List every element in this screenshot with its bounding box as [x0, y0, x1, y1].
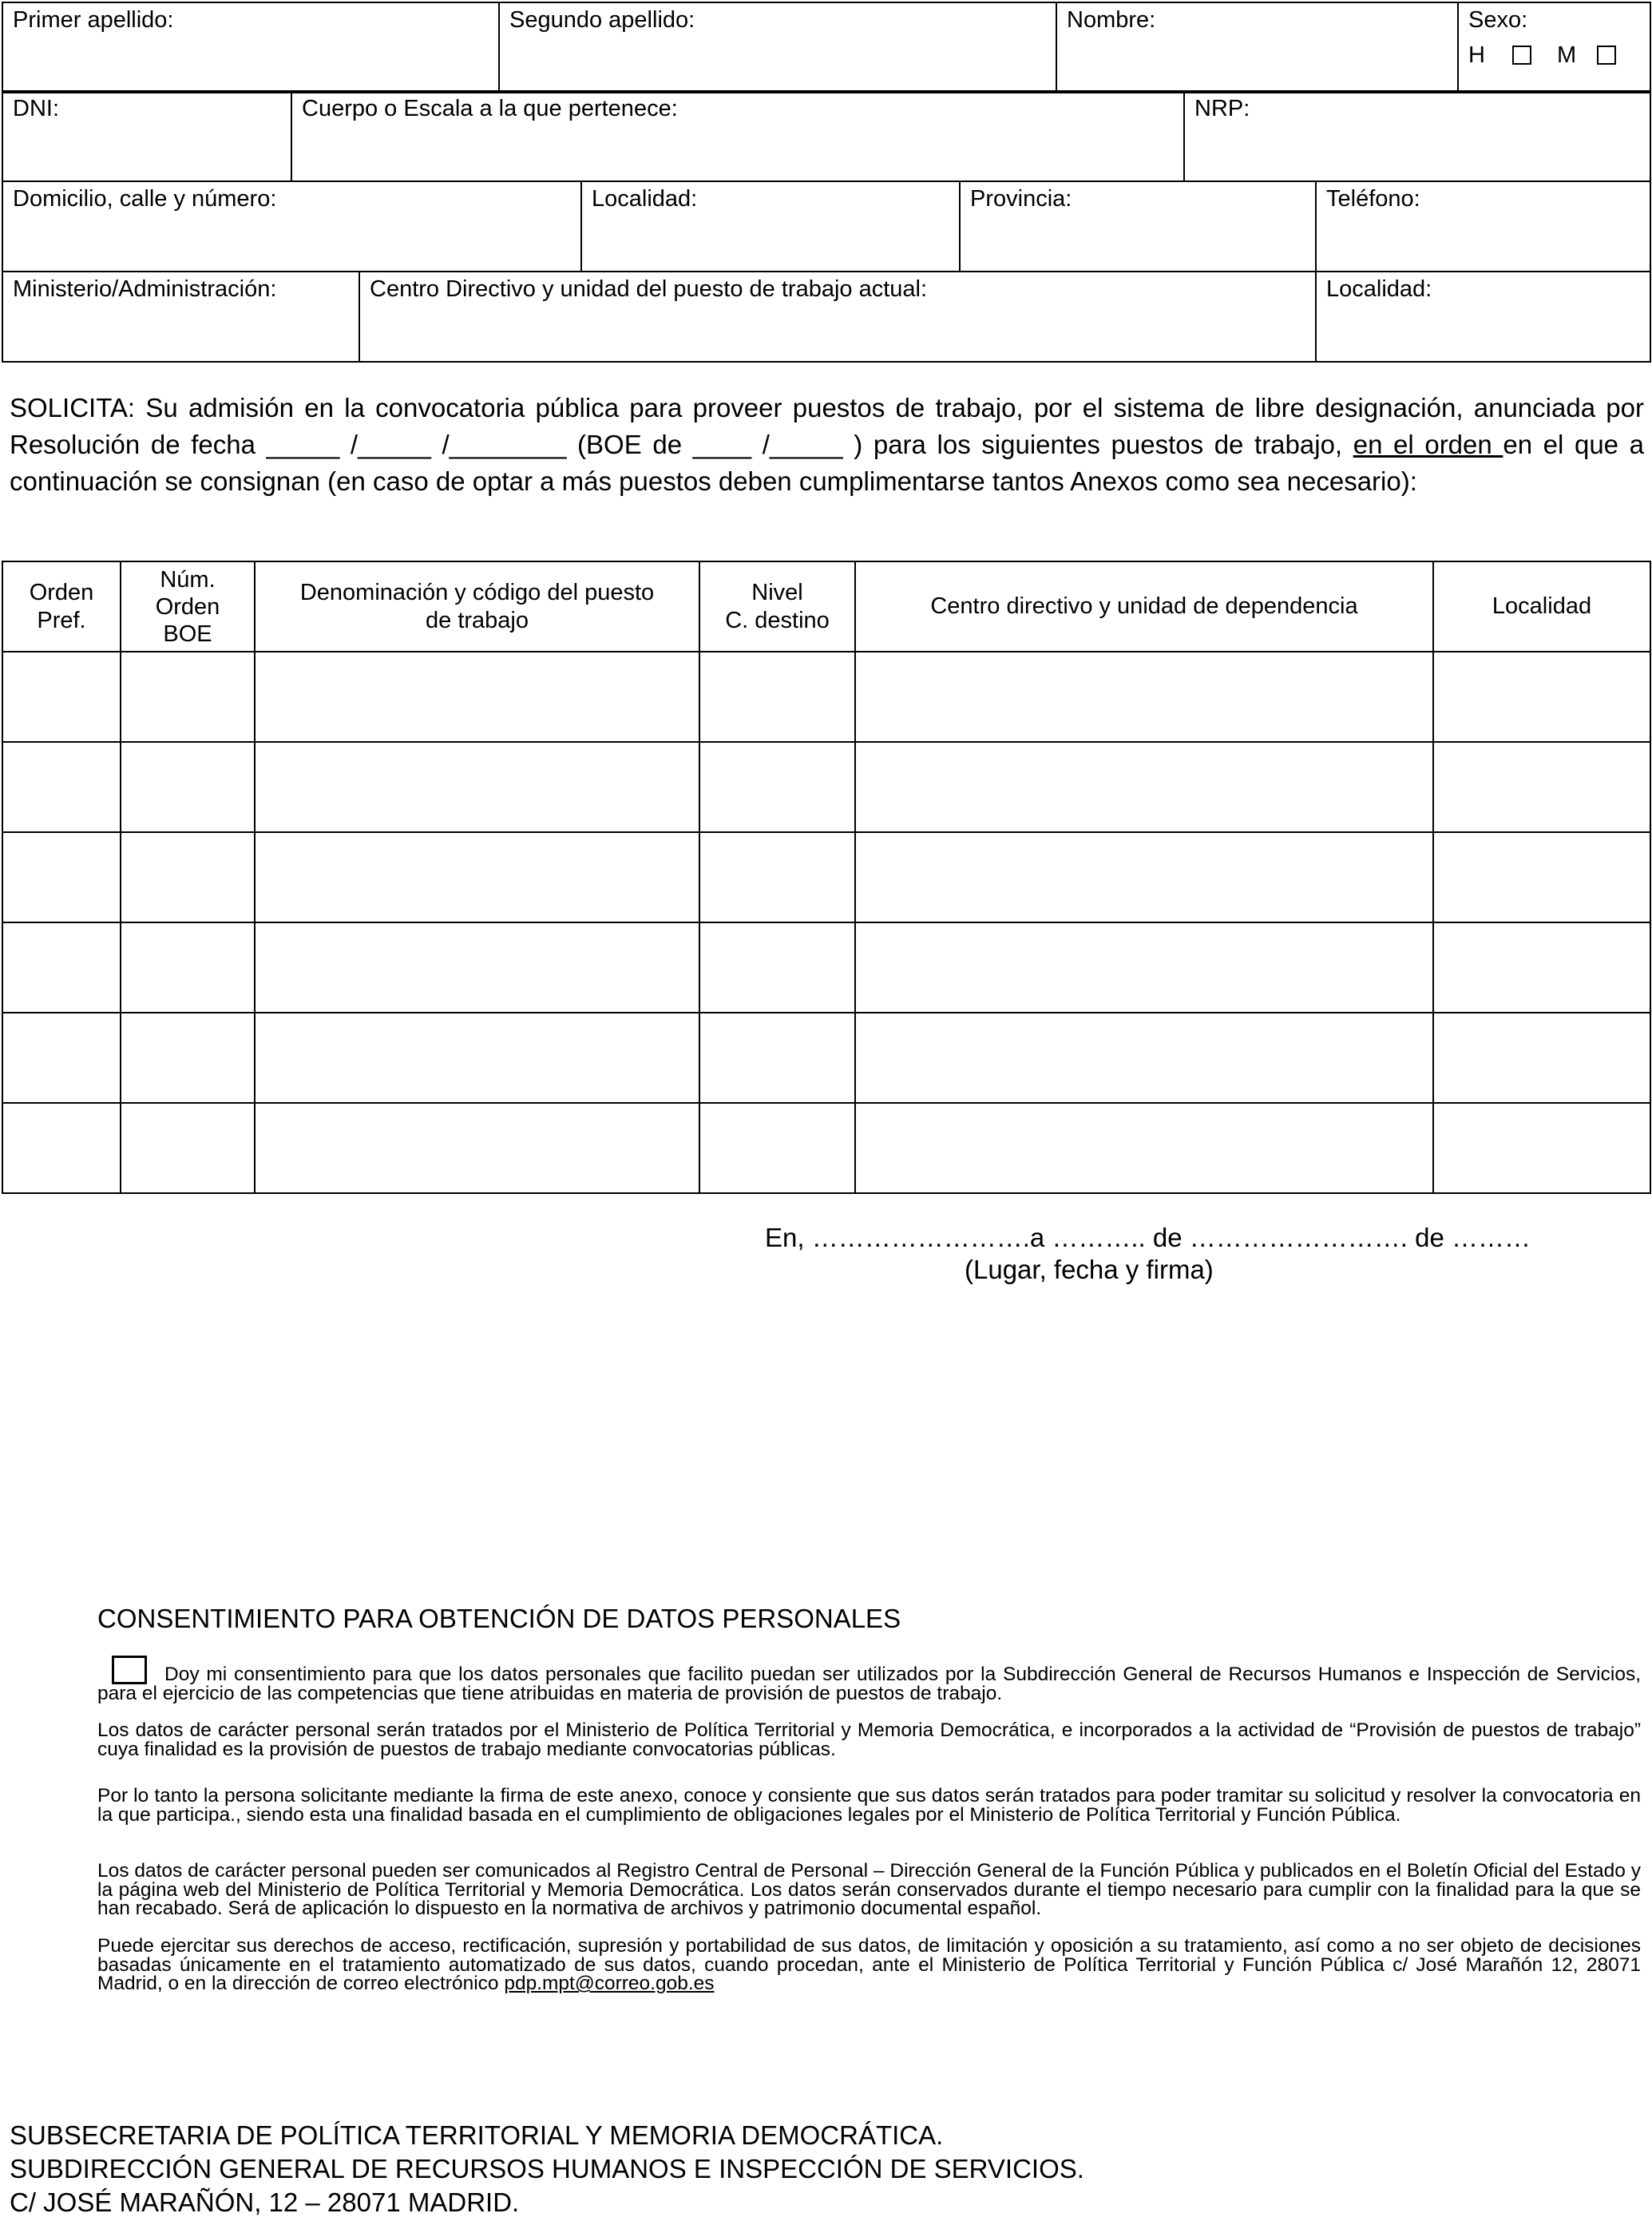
cell-num-orden-boe[interactable]: [121, 922, 255, 1013]
segundo-apellido-field[interactable]: [499, 2, 1056, 93]
email-link[interactable]: pdp.mpt@correo.gob.es: [504, 1973, 715, 1995]
cell-centro-directivo[interactable]: [855, 652, 1433, 742]
cell-centro-directivo[interactable]: [855, 1013, 1433, 1103]
cell-denominacion[interactable]: [255, 742, 699, 832]
cell-num-orden-boe[interactable]: [121, 742, 255, 832]
localidad-actual-label: Localidad:: [1326, 276, 1432, 302]
cell-denominacion[interactable]: [255, 922, 699, 1013]
table-row: [2, 832, 1650, 922]
footer-line-1: SUBSECRETARIA DE POLÍTICA TERRITORIAL Y MEMORIA DEMOCRÁTICA.: [10, 2120, 944, 2150]
cuerpo-escala-label: Cuerpo o Escala a la que pertenece:: [302, 96, 678, 121]
consent-title: CONSENTIMIENTO PARA OBTENCIÓN DE DATOS PERSONALES: [97, 1604, 901, 1633]
consent-paragraph-5-text: Puede ejercitar sus derechos de acceso, rectificación, supresión y portabilidad de sus datos, de limitación y oposición a su tratamiento, así como a no ser objeto de decisiones basadas únicamente en el tratamiento automatizado de sus datos, cuando procedan, ante el Ministerio de Política Territorial y Función Pública c/ José Marañón 12, 28071 Madrid, o en la dirección de correo electrónico: [97, 1935, 1641, 1995]
header-centro-directivo: Centro directivo y unidad de dependencia: [855, 561, 1433, 652]
consent-paragraph-1: Doy mi consentimiento para que los datos personales que facilito puedan ser utilizados por la Subdirección General de Recursos Humanos e Inspección de Servicios, para el ejercicio de las competencias que tiene atribuidas en materia de provisión de puestos de trabajo.: [97, 1664, 1641, 1704]
cell-centro-directivo[interactable]: [855, 742, 1433, 832]
cell-nivel[interactable]: [699, 652, 855, 742]
localidad-field[interactable]: [581, 181, 960, 272]
segundo-apellido-label: Segundo apellido:: [509, 7, 695, 33]
fecha-line[interactable]: En, …………………….a ……….. de ……………………. de ………: [765, 1223, 1531, 1252]
personal-row-3: [2, 180, 1651, 272]
centro-directivo-actual-field[interactable]: [359, 272, 1316, 362]
nombre-label: Nombre:: [1067, 7, 1156, 33]
cell-nivel[interactable]: [699, 1103, 855, 1193]
centro-directivo-actual-label: Centro Directivo y unidad del puesto de trabajo actual:: [370, 276, 928, 302]
table-row: [2, 922, 1650, 1013]
cell-centro-directivo[interactable]: [855, 1103, 1433, 1193]
personal-row-4: [2, 271, 1651, 363]
consent-paragraph-2: Los datos de carácter personal serán tratados por el Ministerio de Política Territorial y Memoria Democrática, e incorporados a la actividad de “Provisión de puestos de trabajo” cuya finalidad es la provisión de puestos de trabajo mediante convocatorias públicas.: [97, 1719, 1641, 1760]
consent-paragraph-3: Por lo tanto la persona solicitante mediante la firma de este anexo, conoce y consiente que sus datos serán tratados para poder tramitar su solicitud y resolver la convocatoria en la que participa., siendo esta una finalidad basada en el cumplimiento de obligaciones legales por el Ministerio de Política Territorial y Función Pública.: [97, 1785, 1641, 1826]
solicita-text-1: SOLICITA: Su admisión en la convocatoria pública para proveer puestos de trabajo, por el sistema de libre designación, anunciada por Resolución de fecha _____ /_____ /________ (BOE de ____ /_____ ) para los siguientes puestos de trabajo,: [10, 393, 1644, 459]
positions-header-row: [2, 561, 1650, 652]
primer-apellido-field[interactable]: [2, 2, 499, 93]
positions-table: [2, 561, 1651, 1194]
cell-denominacion[interactable]: [255, 1013, 699, 1103]
cell-denominacion[interactable]: [255, 832, 699, 922]
table-row: [2, 652, 1650, 742]
cell-denominacion[interactable]: [255, 1103, 699, 1193]
sexo-label: Sexo:: [1468, 7, 1528, 33]
header-localidad: Localidad: [1433, 561, 1650, 652]
header-denominacion: Denominación y código del puesto de trabajo: [255, 561, 699, 652]
cell-orden-pref[interactable]: [2, 922, 121, 1013]
nrp-field[interactable]: [1184, 91, 1650, 181]
header-nivel: Nivel C. destino: [699, 561, 855, 652]
cell-nivel[interactable]: [699, 922, 855, 1013]
consent-paragraph-4: Los datos de carácter personal pueden ser comunicados al Registro Central de Personal – Dirección General de la Función Pública y publicados en el Boletín Oficial del Estado y la página web del Ministerio de Política Territorial y Memoria Democrática. Los datos serán conservados durante el tiempo necesario para cumplir con la finalidad para la que se han recabado. Será de aplicación lo dispuesto en la normativa de archivos y patrimonio documental español.: [97, 1860, 1641, 1920]
cell-orden-pref[interactable]: [2, 832, 121, 922]
cell-num-orden-boe[interactable]: [121, 832, 255, 922]
dni-label: DNI:: [13, 96, 59, 121]
sexo-m-label: M: [1556, 42, 1577, 68]
cell-num-orden-boe[interactable]: [121, 1103, 255, 1193]
localidad-label: Localidad:: [592, 186, 698, 212]
solicita-text-2: en el que a continuación se consignan (en caso de optar a más puestos deben cumplimentarse tantos Anexos como sea necesario):: [10, 430, 1645, 496]
domicilio-field[interactable]: [2, 181, 581, 272]
cell-nivel[interactable]: [699, 1013, 855, 1103]
cell-num-orden-boe[interactable]: [121, 1013, 255, 1103]
personal-row-1: [2, 2, 1651, 93]
cell-localidad[interactable]: [1433, 922, 1650, 1013]
table-row: [2, 1103, 1650, 1193]
cell-localidad[interactable]: [1433, 1013, 1650, 1103]
nombre-field[interactable]: [1056, 2, 1458, 93]
cell-localidad[interactable]: [1433, 832, 1650, 922]
solicita-paragraph: [10, 390, 1644, 500]
telefono-field[interactable]: [1316, 181, 1650, 272]
solicita-underlined: en el orden: [1353, 430, 1503, 459]
sexo-h-checkbox[interactable]: [1512, 46, 1531, 65]
consent-paragraph-5: [97, 1937, 1641, 1993]
cell-nivel[interactable]: [699, 742, 855, 832]
cell-orden-pref[interactable]: [2, 1103, 121, 1193]
cell-localidad[interactable]: [1433, 1103, 1650, 1193]
header-num-orden-boe: Núm. Orden BOE: [121, 561, 255, 652]
sexo-options: [1468, 42, 1640, 69]
domicilio-label: Domicilio, calle y número:: [13, 186, 277, 212]
cell-localidad[interactable]: [1433, 742, 1650, 832]
cuerpo-escala-field[interactable]: [291, 91, 1184, 181]
table-row: [2, 742, 1650, 832]
cell-centro-directivo[interactable]: [855, 832, 1433, 922]
sexo-h-label: H: [1468, 42, 1485, 68]
localidad-actual-field[interactable]: [1316, 272, 1650, 362]
provincia-label: Provincia:: [970, 186, 1072, 212]
nrp-label: NRP:: [1194, 96, 1250, 121]
primer-apellido-label: Primer apellido:: [13, 7, 174, 33]
cell-nivel[interactable]: [699, 832, 855, 922]
sexo-field: [1458, 2, 1650, 93]
cell-num-orden-boe[interactable]: [121, 652, 255, 742]
footer-line-3: C/ JOSÉ MARAÑÓN, 12 – 28071 MADRID.: [10, 2187, 520, 2217]
provincia-field[interactable]: [960, 181, 1316, 272]
cell-denominacion[interactable]: [255, 652, 699, 742]
footer-line-2: SUBDIRECCIÓN GENERAL DE RECURSOS HUMANOS E INSPECCIÓN DE SERVICIOS.: [10, 2154, 1084, 2183]
table-row: [2, 1013, 1650, 1103]
personal-row-2: [2, 90, 1651, 182]
cell-localidad[interactable]: [1433, 652, 1650, 742]
header-orden-pref: Orden Pref.: [2, 561, 121, 652]
telefono-label: Teléfono:: [1326, 186, 1420, 212]
cell-orden-pref[interactable]: [2, 652, 121, 742]
cell-orden-pref[interactable]: [2, 1013, 121, 1103]
cell-orden-pref[interactable]: [2, 742, 121, 832]
cell-centro-directivo[interactable]: [855, 922, 1433, 1013]
dni-field[interactable]: [2, 91, 291, 181]
ministerio-field[interactable]: [2, 272, 359, 362]
lugar-fecha-firma-caption: (Lugar, fecha y firma): [965, 1255, 1214, 1284]
ministerio-label: Ministerio/Administración:: [13, 276, 277, 302]
sexo-m-checkbox[interactable]: [1597, 46, 1616, 65]
